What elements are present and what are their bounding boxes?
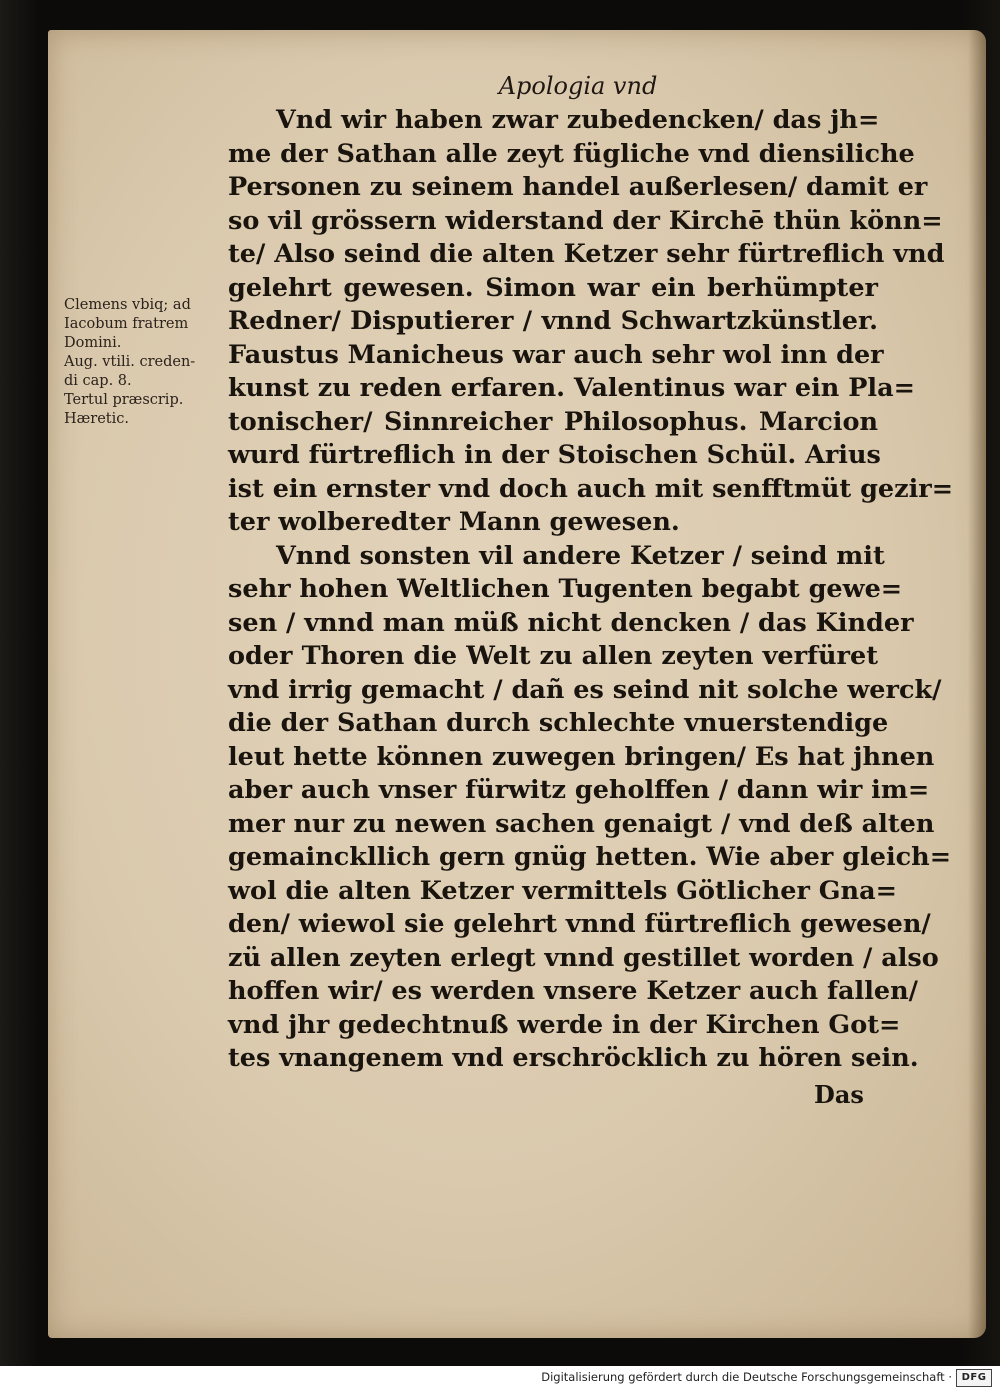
catchword: Das — [814, 1080, 864, 1109]
text-line: Faustus Manicheus war auch sehr wol inn der — [228, 339, 884, 370]
margin-note-line: Aug. vtili. creden- — [64, 354, 196, 370]
text-line: aber auch vnser fürwitz geholffen / dann wir im= — [228, 775, 930, 805]
text-line: gelehrt gewesen. Simon war ein berhümpter — [228, 272, 878, 303]
page-edge-shadow — [968, 30, 986, 1338]
text-line: ter wolberedter Mann gewesen. — [228, 507, 680, 537]
text-line: leut hette können zuwegen bringen/ Es hat jhnen — [228, 741, 935, 772]
running-head: Apologia vnd — [498, 72, 658, 100]
text-line: ist ein ernster vnd doch auch mit senfftmüt gezir= — [228, 473, 954, 504]
footer-bar — [0, 1366, 1000, 1389]
text-line: wol die alten Ketzer vermittels Götlicher Gna= — [228, 875, 897, 906]
margin-note-line: Tertul præscrip. — [64, 392, 184, 408]
text-line: vnd irrig gemacht / dañ es seind nit solche werck/ — [228, 674, 942, 705]
dfg-logo: DFG — [956, 1369, 992, 1387]
text-line: sen / vnnd man müß nicht dencken / das Kinder — [228, 607, 914, 638]
text-line: vnd jhr gedechtnuß werde in der Kirchen Got= — [228, 1009, 901, 1040]
text-line: wurd fürtreflich in der Stoischen Schül. Arius — [228, 440, 881, 470]
text-line: Vnnd sonsten vil andere Ketzer / seind mit — [276, 540, 885, 571]
text-line: tes vnangenem vnd erschröcklich zu hören sein. — [228, 1043, 919, 1073]
text-line: Personen zu seinem handel außerlesen/ damit er — [228, 172, 928, 202]
margin-note-line: di cap. 8. — [64, 373, 132, 389]
margin-note-line: Iacobum fratrem — [64, 316, 189, 332]
text-line: gemainckllich gern gnüg hetten. Wie aber gleich= — [228, 842, 952, 872]
text-line: oder Thoren die Welt zu allen zeyten verfüret — [228, 641, 878, 671]
funding-credit: Digitalisierung gefördert durch die Deutsche Forschungsgemeinschaft · — [541, 1370, 952, 1384]
text-line: zü allen zeyten erlegt vnnd gestillet worden / also — [228, 942, 939, 973]
text-line: sehr hohen Weltlichen Tugenten begabt gewe= — [228, 574, 903, 604]
text-line: te/ Also seind die alten Ketzer sehr fürtreflich vnd — [228, 239, 945, 269]
text-line: so vil grössern widerstand der Kirchē thün könn= — [228, 205, 943, 236]
text-line: me der Sathan alle zeyt fügliche vnd diensiliche — [228, 138, 915, 169]
text-line: den/ wiewol sie gelehrt vnnd fürtreflich gewesen/ — [228, 909, 931, 939]
text-line: kunst zu reden erfaren. Valentinus war ein Pla= — [228, 373, 915, 403]
text-line: tonischer/ Sinnreicher Philosophus. Marcion — [228, 406, 878, 437]
margin-notes — [64, 296, 236, 429]
text-line: hoffen wir/ es werden vnsere Ketzer auch fallen/ — [228, 976, 918, 1006]
margin-note-line: Hæretic. — [64, 411, 129, 427]
text-line: Redner/ Disputierer / vnnd Schwartzkünstler. — [228, 306, 878, 336]
text-line: die der Sathan durch schlechte vnuerstendige — [228, 708, 889, 738]
margin-note-line: Domini. — [64, 335, 122, 351]
text-line: mer nur zu newen sachen genaigt / vnd deß alten — [228, 808, 935, 839]
text-line: Vnd wir haben zwar zubedencken/ das jh= — [276, 105, 880, 135]
body-text — [228, 104, 954, 1076]
margin-note-line: Clemens vbiq; ad — [64, 297, 191, 313]
